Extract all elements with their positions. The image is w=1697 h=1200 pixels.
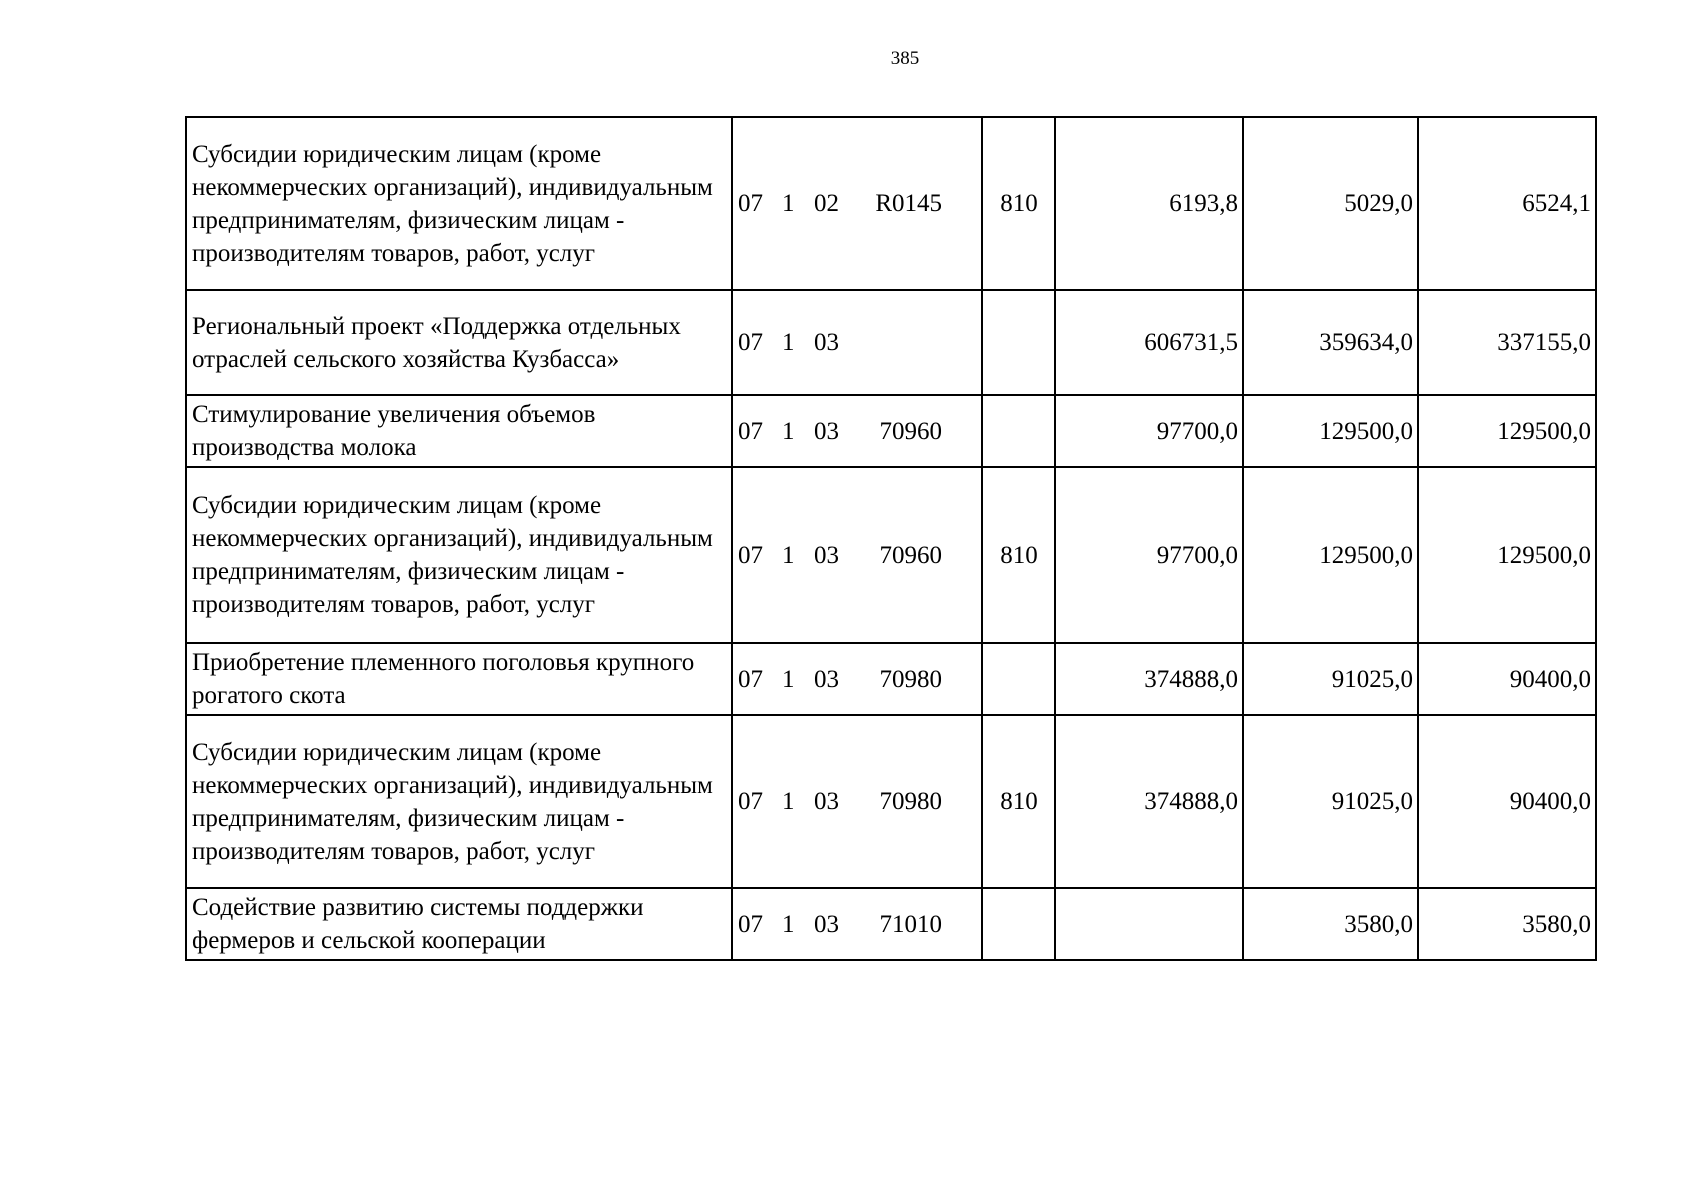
code-part: 70960 [879,417,942,445]
table-row [186,395,1596,467]
code-part: 03 [814,910,839,938]
row-value-3: 129500,0 [1418,395,1596,467]
code-part: 07 [738,788,763,815]
row-value-2: 5029,0 [1243,117,1418,290]
row-value-3: 337155,0 [1418,290,1596,395]
row-vr: 810 [982,117,1055,290]
row-code [732,467,982,643]
row-name: Содействие развитию системы поддержки фермеров и сельской кооперации [186,888,732,960]
row-name: Субсидии юридическим лицам (кроме некоммерческих организаций), индивидуальным предпринимателям, физическим лицам - производителям товаров, работ, услуг [186,715,732,888]
code-part: 03 [814,665,839,693]
row-code [732,715,982,888]
row-code [732,290,982,395]
row-vr [982,888,1055,960]
row-name: Стимулирование увеличения объемов производства молока [186,395,732,467]
table-row [186,888,1596,960]
code-part: 1 [782,417,795,445]
table-row [186,290,1596,395]
row-value-2: 91025,0 [1243,715,1418,888]
row-name: Приобретение племенного поголовья крупного рогатого скота [186,643,732,715]
row-code [732,395,982,467]
row-value-1: 374888,0 [1055,643,1243,715]
row-value-3: 90400,0 [1418,715,1596,888]
page-number: 385 [890,48,920,69]
row-value-1: 97700,0 [1055,467,1243,643]
row-vr [982,643,1055,715]
code-part: 07 [738,910,763,938]
code-part: 70980 [879,665,942,693]
code-part: 1 [782,329,795,356]
table-row [186,467,1596,643]
code-part: 03 [814,329,839,356]
row-value-3: 90400,0 [1418,643,1596,715]
row-value-2: 129500,0 [1243,467,1418,643]
code-part: 1 [782,190,795,217]
row-value-1: 97700,0 [1055,395,1243,467]
row-code [732,117,982,290]
row-value-1 [1055,888,1243,960]
code-part: R0145 [875,190,942,217]
row-value-3: 6524,1 [1418,117,1596,290]
row-value-2: 3580,0 [1243,888,1418,960]
row-name: Субсидии юридическим лицам (кроме некоммерческих организаций), индивидуальным предпринимателям, физическим лицам - производителям товаров, работ, услуг [186,467,732,643]
code-part: 1 [782,541,795,569]
code-part: 03 [814,541,839,569]
code-part: 03 [814,788,839,815]
code-part: 03 [814,417,839,445]
table-row [186,715,1596,888]
row-value-2: 359634,0 [1243,290,1418,395]
code-part: 1 [782,788,795,815]
row-name: Региональный проект «Поддержка отдельных отраслей сельского хозяйства Кузбасса» [186,290,732,395]
row-vr: 810 [982,715,1055,888]
row-value-1: 606731,5 [1055,290,1243,395]
table-row [186,117,1596,290]
row-code [732,643,982,715]
row-vr: 810 [982,467,1055,643]
row-code [732,888,982,960]
code-part: 1 [782,665,795,693]
row-value-3: 3580,0 [1418,888,1596,960]
table-row [186,643,1596,715]
code-part: 07 [738,417,763,445]
row-value-2: 91025,0 [1243,643,1418,715]
row-vr [982,290,1055,395]
row-value-2: 129500,0 [1243,395,1418,467]
code-part: 70980 [879,788,942,815]
row-value-1: 374888,0 [1055,715,1243,888]
row-value-1: 6193,8 [1055,117,1243,290]
row-value-3: 129500,0 [1418,467,1596,643]
code-part: 07 [738,329,763,356]
code-part: 02 [814,190,839,217]
code-part: 07 [738,541,763,569]
code-part: 07 [738,665,763,693]
code-part: 07 [738,190,763,217]
budget-table [185,116,1597,961]
code-part: 1 [782,910,795,938]
row-vr [982,395,1055,467]
code-part: 70960 [879,541,942,569]
row-name: Субсидии юридическим лицам (кроме некоммерческих организаций), индивидуальным предпринимателям, физическим лицам - производителям товаров, работ, услуг [186,117,732,290]
code-part: 71010 [879,910,942,938]
